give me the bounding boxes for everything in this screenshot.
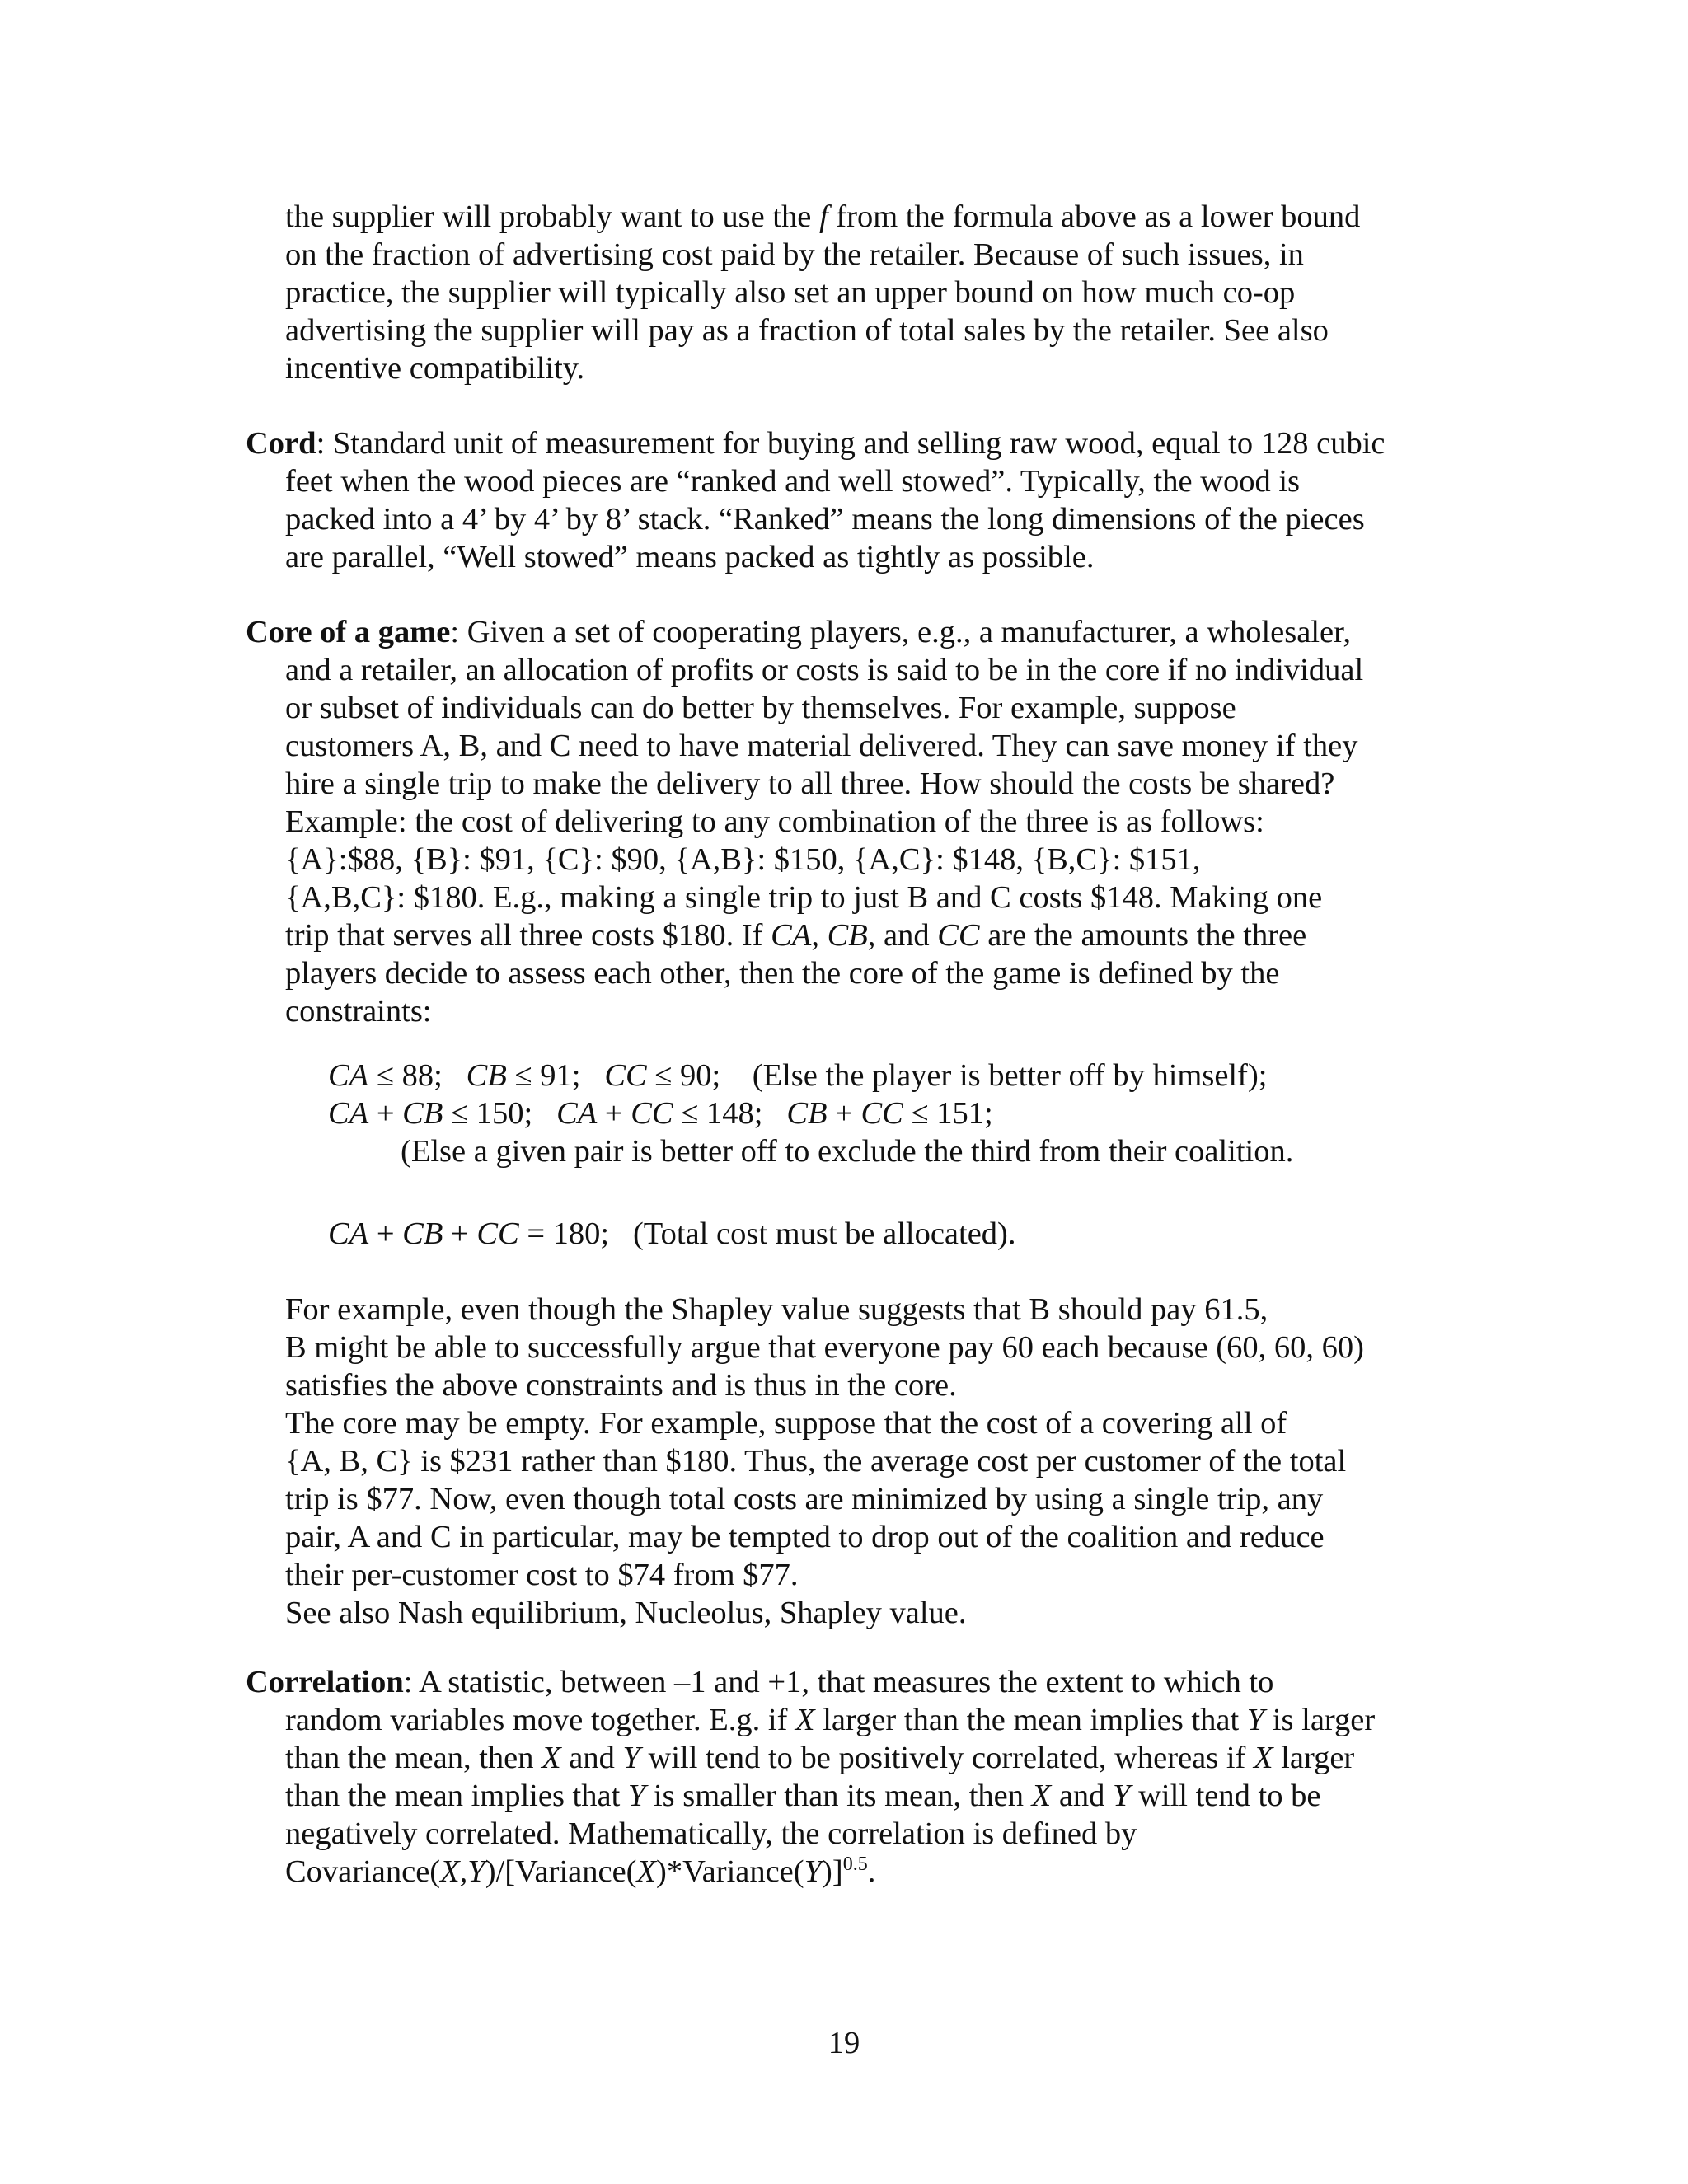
text-line: trip is $77. Now, even though total costs are minimized by using a single trip, any xyxy=(285,1482,1324,1516)
text-run: + xyxy=(827,1096,861,1131)
entry-term: Correlation xyxy=(246,1665,404,1699)
entry-term: Core of a game xyxy=(246,615,451,649)
text-run: + xyxy=(443,1216,477,1251)
constraint-line xyxy=(328,1215,1016,1253)
formula-line xyxy=(246,1853,1375,1891)
constraint-line xyxy=(328,1094,1293,1132)
math-variable: Y xyxy=(622,1741,640,1775)
math-variable: Y xyxy=(804,1854,823,1889)
math-variable: CB xyxy=(402,1216,443,1251)
text-line: For example, even though the Shapley value suggests that B should pay 61.5, xyxy=(285,1292,1268,1327)
text-line: feet when the wood pieces are “ranked and well stowed”. Typically, the wood is xyxy=(285,464,1301,499)
text-run: and xyxy=(560,1741,623,1775)
math-variable: X xyxy=(542,1741,561,1775)
text-line xyxy=(246,1701,1375,1739)
math-variable: CC xyxy=(937,918,980,953)
entry-core-of-a-game xyxy=(246,613,1363,1030)
math-variable: CC xyxy=(476,1216,519,1251)
intro-paragraph xyxy=(285,198,1360,387)
text-line: Example: the cost of delivering to any combination of the three is as follows: xyxy=(285,804,1264,839)
text-run: = 180; (Total cost must be allocated). xyxy=(518,1216,1016,1251)
text-run: : Given a set of cooperating players, e.g., a manufacturer, a wholesaler, xyxy=(450,615,1352,649)
text-run: than the mean implies that xyxy=(285,1779,628,1813)
text-line: negatively correlated. Mathematically, the correlation is defined by xyxy=(285,1816,1137,1851)
text-line: pair, A and C in particular, may be tempted to drop out of the coalition and reduce xyxy=(285,1520,1325,1554)
text-line xyxy=(285,198,1360,236)
math-variable: Y xyxy=(1246,1703,1265,1737)
text-line xyxy=(246,1663,1375,1701)
text-run: , and xyxy=(867,918,938,953)
text-run: ≤ 91; xyxy=(506,1058,605,1093)
text-run: from the formula above as a lower bound xyxy=(828,199,1361,234)
text-run: the supplier will probably want to use the xyxy=(285,199,819,234)
text-run: trip that serves all three costs $180. If xyxy=(285,918,771,953)
text-line xyxy=(246,916,1363,954)
math-variable: CA xyxy=(328,1216,369,1251)
math-variable: Y xyxy=(1113,1779,1131,1813)
text-run: larger xyxy=(1273,1741,1355,1775)
text-line xyxy=(246,613,1363,651)
text-run: : A statistic, between –1 and +1, that measures the extent to which to xyxy=(403,1665,1274,1699)
math-variable: CB xyxy=(827,918,868,953)
text-run: than the mean, then xyxy=(285,1741,542,1775)
text-line: constraints: xyxy=(285,994,432,1029)
text-line: See also Nash equilibrium, Nucleolus, Shapley value. xyxy=(285,1596,967,1630)
text-run: will tend to be xyxy=(1130,1779,1321,1813)
text-run: . xyxy=(867,1854,876,1889)
text-line xyxy=(246,1777,1375,1815)
text-line: and a retailer, an allocation of profits or costs is said to be in the core if no individual xyxy=(285,653,1364,687)
math-variable: f xyxy=(818,199,828,234)
text-run: is smaller than its mean, then xyxy=(645,1779,1032,1813)
text-run: ≤ 88; xyxy=(368,1058,467,1093)
text-line: satisfies the above constraints and is thus in the core. xyxy=(285,1368,957,1403)
text-run: ≤ 151; xyxy=(903,1096,993,1131)
exponent: 0.5 xyxy=(842,1854,868,1875)
text-run: , xyxy=(811,918,828,953)
text-run: )/[Variance( xyxy=(485,1854,637,1889)
text-line: their per-customer cost to $74 from $77. xyxy=(285,1558,799,1592)
math-variable: CA xyxy=(328,1096,369,1131)
text-line: The core may be empty. For example, suppose that the cost of a covering all of xyxy=(285,1406,1287,1441)
math-variable: X,Y xyxy=(440,1854,485,1889)
core-example-paragraph xyxy=(285,1291,1364,1632)
text-run: and xyxy=(1051,1779,1114,1813)
math-variable: CA xyxy=(328,1058,369,1093)
text-line: on the fraction of advertising cost paid by the retailer. Because of such issues, in xyxy=(285,237,1304,272)
text-run: ≤ 150; xyxy=(443,1096,557,1131)
math-variable: CA xyxy=(556,1096,598,1131)
text-line: players decide to assess each other, then the core of the game is defined by the xyxy=(285,956,1280,991)
math-variable: CC xyxy=(604,1058,647,1093)
text-run: will tend to be positively correlated, whereas if xyxy=(640,1741,1254,1775)
text-line: are parallel, “Well stowed” means packed as tightly as possible. xyxy=(285,540,1095,574)
text-run: ≤ 148; xyxy=(673,1096,787,1131)
text-line: B might be able to successfully argue that everyone pay 60 each because (60, 60, 60) xyxy=(285,1330,1364,1365)
math-variable: Y xyxy=(627,1779,646,1813)
text-line: {A, B, C} is $231 rather than $180. Thus, the average cost per customer of the total xyxy=(285,1444,1347,1479)
text-run: ≤ 90; (Else the player is better off by himself); xyxy=(646,1058,1268,1093)
text-run: Covariance( xyxy=(285,1854,441,1889)
text-run: + xyxy=(368,1096,403,1131)
math-variable: CA xyxy=(771,918,812,953)
text-run: is larger xyxy=(1264,1703,1376,1737)
math-variable: X xyxy=(636,1854,657,1889)
text-line: practice, the supplier will typically also set an upper bound on how much co-op xyxy=(285,275,1296,310)
text-line: customers A, B, and C need to have material delivered. They can save money if they xyxy=(285,729,1358,763)
text-line: {A,B,C}: $180. E.g., making a single trip to just B and C costs $148. Making one xyxy=(285,880,1323,915)
text-line: or subset of individuals can do better by themselves. For example, suppose xyxy=(285,691,1236,725)
entry-term: Cord xyxy=(246,426,316,461)
text-line: advertising the supplier will pay as a fraction of total sales by the retailer. See also xyxy=(285,313,1329,348)
text-run: larger than the mean implies that xyxy=(814,1703,1247,1737)
math-variable: CC xyxy=(631,1096,673,1131)
text-run: : Standard unit of measurement for buying and selling raw wood, equal to 128 cubic xyxy=(316,426,1386,461)
math-variable: CB xyxy=(466,1058,507,1093)
math-variable: CB xyxy=(402,1096,443,1131)
page-number: 19 xyxy=(828,2026,860,2060)
constraint-total xyxy=(328,1215,1016,1253)
entry-correlation xyxy=(246,1663,1375,1891)
text-line: packed into a 4’ by 4’ by 8’ stack. “Ranked” means the long dimensions of the pieces xyxy=(285,502,1365,537)
text-line: {A}:$88, {B}: $91, {C}: $90, {A,B}: $150, {A,C}: $148, {B,C}: $151, xyxy=(285,842,1201,877)
text-run: + xyxy=(368,1216,403,1251)
text-run: )*Variance( xyxy=(656,1854,804,1889)
math-variable: X xyxy=(1031,1779,1052,1813)
text-line: incentive compatibility. xyxy=(285,351,585,386)
constraint-line xyxy=(328,1057,1293,1094)
text-line xyxy=(246,424,1386,462)
text-line xyxy=(246,1739,1375,1777)
math-variable: CC xyxy=(860,1096,903,1131)
text-line: hire a single trip to make the delivery to all three. How should the costs be shared? xyxy=(285,766,1335,801)
math-variable: X xyxy=(1254,1741,1273,1775)
constraint-note: (Else a given pair is better off to exclude the third from their coalition. xyxy=(401,1134,1294,1169)
constraints-block xyxy=(328,1057,1293,1170)
text-run: )] xyxy=(822,1854,843,1889)
math-variable: CB xyxy=(786,1096,828,1131)
text-run: random variables move together. E.g. if xyxy=(285,1703,796,1737)
entry-cord xyxy=(246,424,1386,576)
text-run: + xyxy=(597,1096,631,1131)
text-run: are the amounts the three xyxy=(979,918,1307,953)
math-variable: X xyxy=(795,1703,815,1737)
